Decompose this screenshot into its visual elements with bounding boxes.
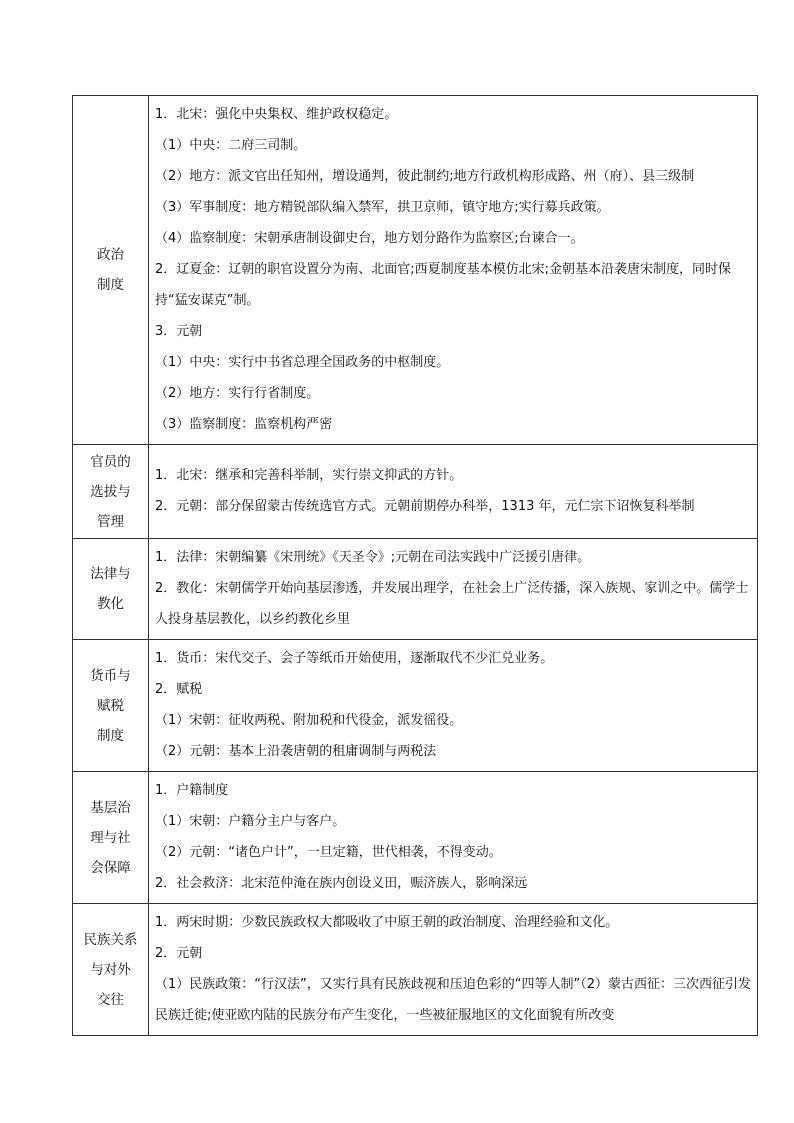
category-label: 交往	[97, 991, 124, 1008]
content-line: 1．户籍制度	[155, 783, 229, 798]
category-label: 会保障	[90, 859, 131, 876]
category-label: 政治	[97, 247, 124, 263]
category-label: 基层治	[90, 799, 131, 816]
content-line: （4）监察制度：宋朝承唐制设御史台，地方划分路作为监察区;台谏合一。	[155, 231, 584, 246]
content-line: 2．教化：宋朝儒学开始向基层渗透，并发展出理学，在社会上广泛传播，深入族规、家训之中。儒学士人投身基层教化，以乡约教化乡里	[155, 581, 749, 627]
content-line: 2．元朝：部分保留蒙古传统选官方式。元朝前期停办科举，1313 年，元仁宗下诏恢复科举制	[155, 499, 695, 514]
table-row	[73, 539, 758, 640]
content-line: （3）监察制度：监察机构严密	[155, 417, 333, 432]
table-row	[73, 640, 758, 772]
content-cell	[149, 772, 758, 904]
content-cell	[149, 640, 758, 772]
content-cell	[149, 904, 758, 1036]
content-cell	[149, 445, 758, 539]
category-cell	[73, 445, 149, 539]
category-label: 法律与	[90, 566, 131, 582]
content-line: 2．元朝	[155, 946, 203, 961]
content-line: 2．赋税	[155, 682, 203, 697]
content-line: （3）军事制度：地方精锐部队编入禁军，拱卫京师，镇守地方;实行募兵政策。	[155, 200, 610, 215]
category-cell	[73, 772, 149, 904]
table-row	[73, 445, 758, 539]
category-label: 官员的	[90, 453, 131, 470]
content-line: 2．社会救济：北宋范仲淹在族内创设义田，赈济族人，影响深远	[155, 876, 528, 891]
category-cell	[73, 539, 149, 640]
table-row	[73, 904, 758, 1036]
content-line: 1．货币：宋代交子、会子等纸币开始使用，逐渐取代不少汇兑业务。	[155, 651, 554, 666]
category-label: 与对外	[90, 961, 131, 978]
content-line: （2）元朝：“诸色户计”，一旦定籍，世代相袭，不得变动。	[155, 845, 502, 860]
category-label: 制度	[97, 727, 124, 744]
category-label: 赋税	[97, 697, 124, 714]
content-line: 1．北宋：强化中央集权、维护政权稳定。	[155, 107, 398, 122]
content-line: （2）地方：实行行省制度。	[155, 386, 320, 401]
category-cell	[73, 640, 149, 772]
category-cell	[73, 96, 149, 445]
content-line: （1）中央：二府三司制。	[155, 138, 307, 153]
content-line: 1．北宋：继承和完善科举制，实行崇文抑武的方针。	[155, 468, 463, 483]
category-label: 货币与	[90, 667, 131, 684]
content-line: （1）中央：实行中书省总理全国政务的中枢制度。	[155, 355, 450, 370]
category-label: 管理	[97, 513, 124, 530]
category-label: 理与社	[90, 829, 131, 846]
category-cell	[73, 904, 149, 1036]
content-line: （2）地方：派文官出任知州，增设通判，彼此制约;地方行政机构形成路、州（府）、县三级制	[155, 169, 695, 184]
category-label: 教化	[97, 596, 124, 612]
table-row	[73, 772, 758, 904]
content-line: 1．两宋时期：少数民族政权大都吸收了中原王朝的政治制度、治理经验和文化。	[155, 915, 619, 930]
content-line: 3．元朝	[155, 324, 203, 339]
content-cell	[149, 539, 758, 640]
history-summary-table	[72, 95, 758, 1036]
table-row	[73, 96, 758, 445]
content-line: （1）宋朝：户籍分主户与客户。	[155, 814, 346, 829]
content-cell	[149, 96, 758, 445]
category-label: 民族关系	[83, 931, 138, 948]
category-label: 选拔与	[90, 483, 131, 500]
content-line: 1．法律：宋朝编纂《宋刑统》《天圣令》;元朝在司法实践中广泛援引唐律。	[155, 550, 591, 565]
content-line: （2）元朝：基本上沿袭唐朝的租庸调制与两税法	[155, 744, 437, 759]
category-label: 制度	[97, 277, 124, 293]
content-line: （1）民族政策：“行汉法”，又实行具有民族歧视和压迫色彩的“四等人制”（2）蒙古西征：三次西征引发民族迁徙;使亚欧内陆的民族分布产生变化，一些被征服地区的文化面貌有所改变	[155, 977, 751, 1023]
content-line: （1）宋朝：征收两税、附加税和代役金，派发徭役。	[155, 713, 463, 728]
content-line: 2．辽夏金：辽朝的职官设置分为南、北面官;西夏制度基本模仿北宋;金朝基本沿袭唐宋制度，同时保持“猛安谋克”制。	[155, 262, 732, 308]
